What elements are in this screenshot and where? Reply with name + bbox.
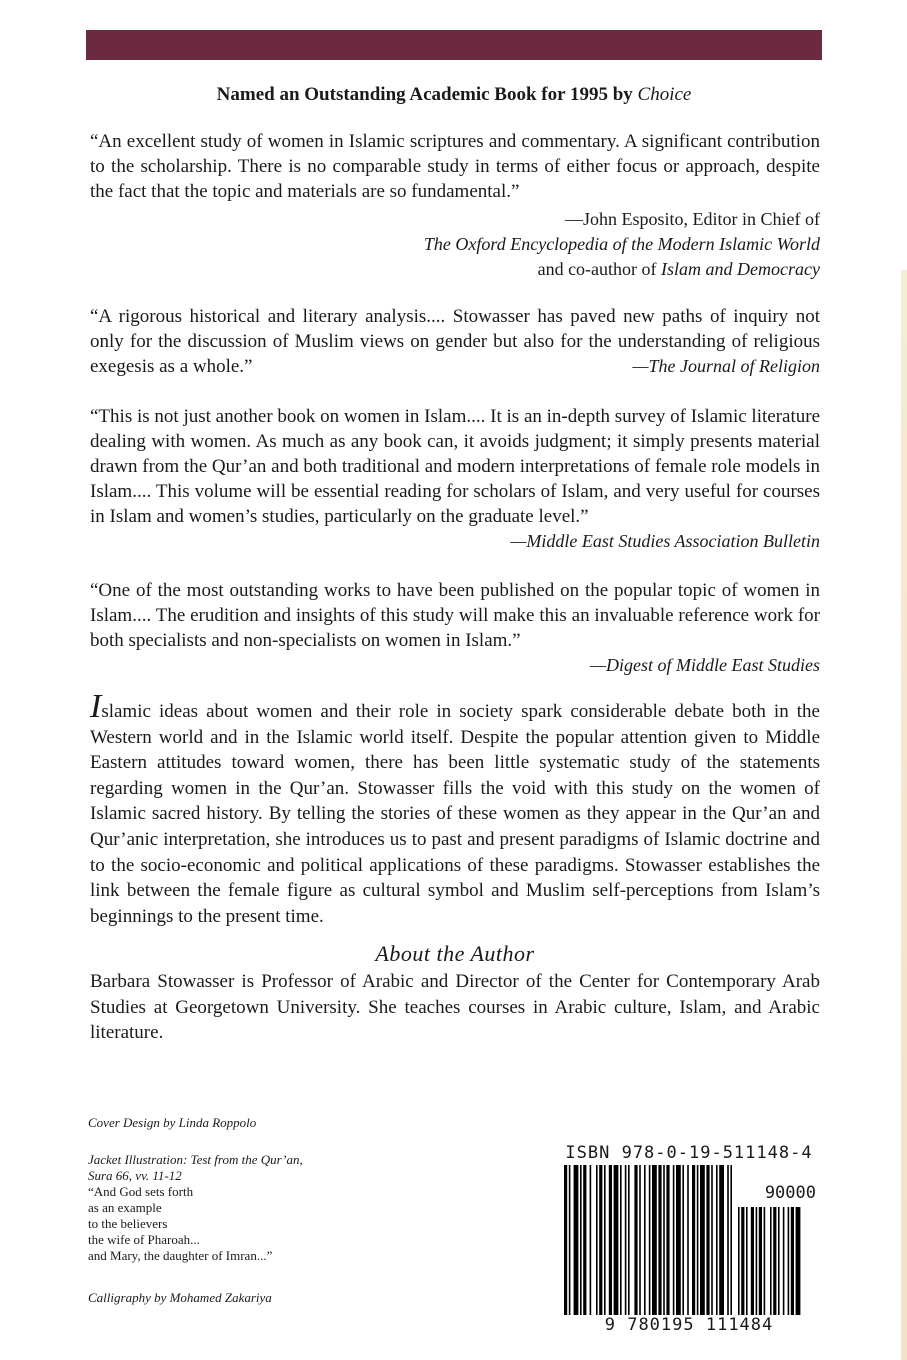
quote-text: “An excellent study of women in Islamic scriptures and commentary. A significant contribution to the scholarship. There is no comparable study in terms of either focus or approach, despite the fact that the topic and materials are so fundamental.” (90, 131, 820, 202)
addon-bar (796, 1207, 801, 1315)
quote-attribution: —Digest of Middle East Studies (590, 655, 820, 675)
barcode-bar (700, 1165, 705, 1315)
about-author-heading: About the Author (375, 941, 535, 966)
quote-attribution (90, 207, 820, 282)
verse-line: “And God sets forth (88, 1184, 194, 1199)
jacket-illustration-credit (88, 1152, 303, 1264)
barcode-bar (609, 1165, 612, 1315)
barcode-bar (583, 1165, 586, 1315)
cover-design-text: Cover Design by Linda Roppolo (88, 1115, 257, 1130)
isbn-barcode (562, 1143, 816, 1335)
barcode-bar (652, 1165, 657, 1315)
calligraphy-credit (88, 1290, 272, 1306)
barcode-bar (706, 1165, 709, 1315)
barcode-bar (676, 1165, 681, 1315)
barcode-bar (644, 1165, 646, 1315)
barcode-bar (697, 1165, 699, 1315)
barcode-bar (682, 1165, 684, 1315)
barcode-bar (590, 1165, 592, 1315)
cover-design-credit (88, 1115, 256, 1131)
award-source: Choice (637, 84, 692, 105)
addon-bar (773, 1207, 776, 1315)
barcode-bar (666, 1165, 669, 1315)
attribution-line: —John Esposito, Editor in Chief of (565, 209, 820, 229)
barcode-bar (663, 1165, 665, 1315)
spine-edge (901, 270, 907, 1360)
barcode-bar (730, 1165, 732, 1315)
verse-line: to the believers (88, 1216, 168, 1231)
barcode-bar (620, 1165, 622, 1315)
addon-bar (741, 1207, 744, 1315)
addon-bar (788, 1207, 790, 1315)
jacket-line-1: Jacket Illustration: Test from the Qur’an, (88, 1152, 303, 1167)
barcode-bar (614, 1165, 619, 1315)
barcode-bar (692, 1165, 695, 1315)
quote-text: “This is not just another book on women in Islam.... It is an in-depth survey of Islamic literature dealing with women. As much as any book can, it avoids judgment; it simply presents material drawn from the Qur’an and both traditional and modern interpretations of female role models in Islam.... This volume will be essential reading for scholars of Islam, and very useful for courses in Islam and women’s studies, particularly on the graduate level.” (90, 406, 820, 527)
addon-bar (764, 1207, 766, 1315)
review-quote-2 (90, 304, 820, 379)
barcode-bar (719, 1165, 724, 1315)
barcode-bar (574, 1165, 579, 1315)
barcode-bar (569, 1165, 571, 1315)
barcode-bar (628, 1165, 630, 1315)
barcode-bar (564, 1165, 567, 1315)
barcode-bar (604, 1165, 606, 1315)
attribution-title: The Oxford Encyclopedia of the Modern Islamic World (423, 234, 820, 254)
addon-bar (751, 1207, 754, 1315)
about-author-text: Barbara Stowasser is Professor of Arabic and Director of the Center for Contemporary Arab Studies at Georgetown University. She teaches courses in Arabic culture, Islam, and Arabic literature. (90, 971, 820, 1044)
addon-bar (738, 1207, 740, 1315)
addon-bar (756, 1207, 758, 1315)
barcode-bar (727, 1165, 729, 1315)
review-quote-4 (90, 578, 820, 678)
book-description (90, 688, 820, 929)
addon-bar (759, 1207, 762, 1315)
review-quote-1 (90, 129, 820, 282)
barcode-bar (596, 1165, 598, 1315)
award-line (86, 84, 822, 106)
calligraphy-text: Calligraphy by Mohamed Zakariya (88, 1290, 272, 1305)
quote-attribution: —Middle East Studies Association Bulletin (510, 531, 820, 551)
verse-line: the wife of Pharoah... (88, 1232, 200, 1247)
ean-digits: 9 780195 111484 (604, 1315, 774, 1335)
barcode-bar (639, 1165, 641, 1315)
award-text: Named an Outstanding Academic Book for 1995 by (216, 84, 633, 105)
barcode-bar (649, 1165, 651, 1315)
isbn-label: ISBN 978-0-19-511148-4 (565, 1143, 813, 1163)
addon-bar (783, 1207, 785, 1315)
quote-text: “One of the most outstanding works to have been published on the popular topic of women in Islam.... The erudition and insights of this study will make this an invaluable reference work for both specialists and non-specialists on women in Islam.” (90, 580, 820, 651)
quote-text: “A rigorous historical and literary analysis.... Stowasser has paved new paths of inquiry not only for the discussion of Muslim views on gender but also for the understanding of religious exegesis as a whole.” (90, 306, 820, 377)
verse-line: as an example (88, 1200, 162, 1215)
barcode-bar (711, 1165, 713, 1315)
addon-bar (770, 1207, 772, 1315)
barcode-bar (716, 1165, 718, 1315)
barcode-bar (687, 1165, 689, 1315)
barcode-bar (625, 1165, 627, 1315)
attribution-book: Islam and Democracy (661, 259, 820, 279)
verse-line: and Mary, the daughter of Imran...” (88, 1248, 273, 1263)
barcode-bar (634, 1165, 637, 1315)
addon-bar (778, 1207, 780, 1315)
top-color-bar (86, 30, 822, 60)
drop-cap: I (90, 688, 102, 725)
addon-bar (791, 1207, 794, 1315)
barcode-bars (562, 1165, 816, 1315)
barcode-bar (580, 1165, 582, 1315)
price-addon: 90000 (764, 1183, 816, 1203)
quote-attribution: —The Journal of Religion (632, 356, 820, 376)
jacket-line-2: Sura 66, vv. 11-12 (88, 1168, 182, 1183)
attribution-prefix: and co-author of (537, 259, 657, 279)
description-text: slamic ideas about women and their role in society spark considerable debate both in the Western world and in the Islamic world itself. Despite the popular attention given to Middle Eastern attitudes toward women, there has been little systematic study of the statements regarding women in the Qur’an. Stowasser fills the void with this study on the women of Islamic sacred history. By telling the stories of these women as they appear in the Qur’an and Qur’anic interpretation, she introduces us to past and present paradigms of Islamic doctrine and to the socio-economic and political applications of these paradigms. Stowasser establishes the link between the female figure as cultural symbol and Muslim self-perceptions from Islam’s beginnings to the present time. (90, 701, 820, 927)
barcode-bar (658, 1165, 661, 1315)
addon-bar (746, 1207, 748, 1315)
barcode-bar (599, 1165, 602, 1315)
barcode-bar (673, 1165, 675, 1315)
review-quote-3 (90, 404, 820, 554)
